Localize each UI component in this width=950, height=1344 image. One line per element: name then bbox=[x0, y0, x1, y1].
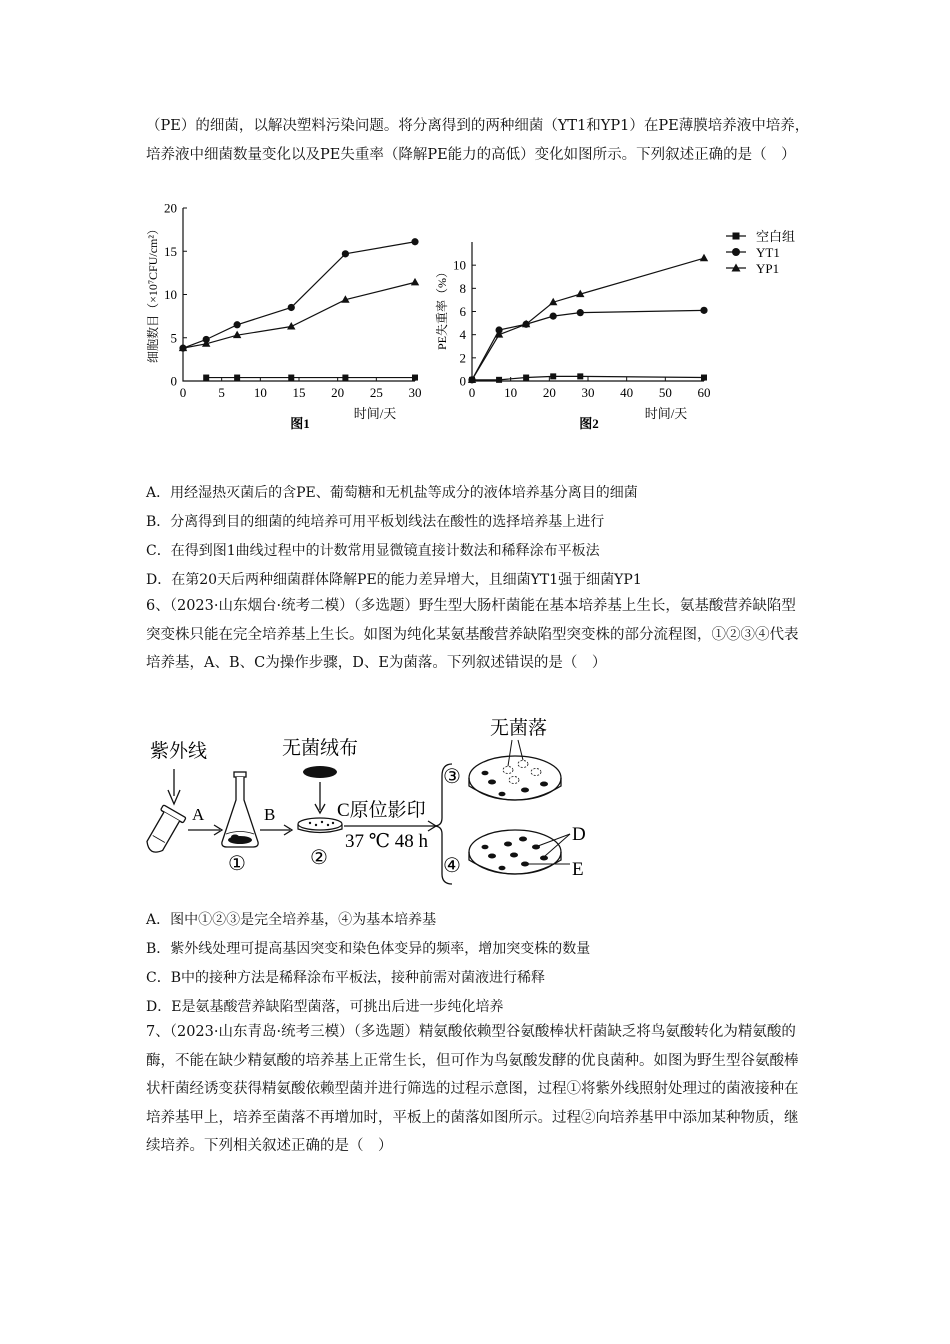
medium-2-label: ② bbox=[310, 847, 328, 869]
figure-1-series-triangle-line bbox=[183, 282, 415, 348]
legend-item-blank bbox=[726, 229, 795, 244]
q6-option-c: C．B中的接种方法是稀释涂布平板法，接种前需对菌液进行稀释 bbox=[146, 970, 545, 986]
figure-2-x-tick-label: 0 bbox=[468, 385, 476, 400]
replica-plating-diagram bbox=[140, 712, 610, 892]
figure-2-series-triangle-line bbox=[472, 258, 704, 380]
figure-1-y-tick-label: 20 bbox=[164, 200, 177, 216]
figure-2-series-circle-line bbox=[472, 310, 704, 380]
figure-2-point-square bbox=[496, 377, 502, 383]
figure-2-y-tick-label: 2 bbox=[459, 350, 466, 366]
q6-option-d: D．E是氨基酸营养缺陷型菌落，可挑出后进一步纯化培养 bbox=[146, 999, 504, 1015]
figure-1-xlabel: 时间/天 bbox=[353, 406, 397, 421]
question-5-intro: （PE）的细菌，以解决塑料污染问题。将分离得到的两种细菌（YT1和YP1）在PE薄膜培养液中培养，培养液中细菌数量变化以及PE失重率（降解PE能力的高低）变化如图所示。下列叙述正确的是（ ） bbox=[146, 118, 810, 163]
figure-2-point-square bbox=[523, 375, 529, 381]
figure-1-point-square bbox=[203, 375, 209, 381]
figure-2-point-circle bbox=[577, 309, 584, 316]
arrow-b bbox=[260, 825, 292, 835]
velvet-label: 无菌绒布 bbox=[282, 738, 359, 759]
figure-2-ylabel: PE失重率（%） bbox=[435, 265, 449, 351]
figure-2-x-tick-label: 20 bbox=[542, 385, 556, 400]
figure-1-point-circle bbox=[411, 238, 418, 245]
figure-1-x-tick-label: 25 bbox=[369, 385, 383, 400]
arrow-a bbox=[188, 825, 222, 835]
figure-1-point-circle bbox=[342, 250, 349, 257]
legend-label-blank: 空白组 bbox=[756, 229, 796, 244]
legend-label-yp1: YP1 bbox=[756, 261, 780, 276]
colony-d-label: D bbox=[572, 824, 586, 845]
step-a-label: A bbox=[192, 805, 205, 824]
figure-2-point-triangle bbox=[700, 254, 708, 262]
legend-item-yp1 bbox=[726, 261, 779, 276]
figure-2-chart bbox=[432, 196, 824, 446]
medium-4-label: ④ bbox=[443, 855, 461, 877]
medium-1-label: ① bbox=[228, 853, 246, 875]
velvet-icon bbox=[303, 766, 337, 778]
colony-e-label: E bbox=[572, 859, 584, 880]
figure-1-point-triangle bbox=[411, 278, 419, 286]
figure-2-y-tick-label: 6 bbox=[459, 304, 466, 319]
figure-1-x-tick-label: 10 bbox=[253, 385, 267, 400]
figure-1-point-triangle bbox=[287, 322, 295, 330]
question-6-stem: 6、（2023·山东烟台·统考二模）（多选题）野生型大肠杆菌能在基本培养基上生长，氨基酸营养缺陷型突变株只能在完全培养基上生长。如图为纯化某氨基酸营养缺陷型突变株的部分流程图，①②③④代表培养基，A、B、C为操作步骤，D、E为菌落。下列叙述错误的是（ ） bbox=[146, 598, 799, 671]
figure-2-legend bbox=[726, 229, 795, 276]
figure-1-caption: 图1 bbox=[290, 416, 310, 431]
figure-1-point-square bbox=[288, 375, 294, 381]
figure-2-y-tick-label: 10 bbox=[453, 257, 466, 273]
figure-2-xlabel: 时间/天 bbox=[644, 406, 688, 421]
figure-2-point-circle bbox=[550, 313, 557, 320]
step-b-label: B bbox=[264, 805, 276, 824]
figure-1-x-tick-label: 0 bbox=[179, 385, 187, 400]
figure-1-y-tick-label: 5 bbox=[170, 330, 177, 346]
medium-3-label: ③ bbox=[443, 766, 461, 788]
figure-2-x-tick-label: 10 bbox=[504, 385, 518, 400]
figure-1-chart bbox=[140, 196, 440, 446]
figure-2-x-tick-label: 40 bbox=[620, 385, 634, 400]
question-7-stem: 7、（2023·山东青岛·统考三模）（多选题）精氨酸依赖型谷氨酸棒状杆菌缺乏将鸟氨酸转化为精氨酸的酶，不能在缺少精氨酸的培养基上正常生长，但可作为鸟氨酸发酵的优良菌种。如图为野生型谷氨酸棒状杆菌经诱变获得精氨酸依赖型菌并进行筛选的过程示意图，过程①将紫外线照射处理过的菌液接种在培养基甲上，培养至菌落不再增加时，平板上的菌落如图所示。过程②向培养基甲中添加某种物质，继续培养。下列相关叙述正确的是（ ） bbox=[146, 1024, 799, 1154]
figure-2-caption: 图2 bbox=[579, 416, 599, 431]
figure-1-series-circle-line bbox=[183, 242, 415, 348]
figure-1-point-square bbox=[234, 375, 240, 381]
figure-1-x-tick-label: 20 bbox=[331, 385, 345, 400]
arrow-c bbox=[344, 821, 436, 831]
condition-label: 37 ℃ 48 h bbox=[345, 831, 429, 852]
figure-1-y-tick-label: 10 bbox=[164, 287, 177, 302]
q5-option-a: A．用经湿热灭菌后的含PE、葡萄糖和无机盐等成分的液体培养基分离目的细菌 bbox=[146, 485, 638, 501]
velvet-arrow bbox=[315, 782, 325, 813]
legend-item-yt1 bbox=[726, 245, 780, 260]
uv-arrow bbox=[168, 769, 180, 804]
figure-1-y-tick-label: 0 bbox=[170, 373, 177, 389]
figure-1-point-circle bbox=[234, 321, 241, 328]
legend-label-yt1: YT1 bbox=[756, 245, 780, 260]
figure-1-x-tick-label: 30 bbox=[408, 385, 422, 400]
q6-option-a: A．图中①②③是完全培养基，④为基本培养基 bbox=[146, 912, 437, 928]
plate-3-icon bbox=[469, 756, 561, 800]
plate-2-icon bbox=[298, 818, 342, 833]
figure-2-x-tick-label: 50 bbox=[658, 385, 672, 400]
figure-1-axes bbox=[183, 208, 415, 381]
q5-option-b: B．分离得到目的细菌的纯培养可用平板划线法在酸性的选择培养基上进行 bbox=[146, 514, 605, 530]
q5-option-c: C．在得到图1曲线过程中的计数常用显微镜直接计数法和稀释涂布平板法 bbox=[146, 543, 600, 559]
figure-1-point-square bbox=[342, 375, 348, 381]
figure-1-ylabel: 细胞数目（×10⁷CFU/cm²） bbox=[146, 223, 160, 363]
figure-1-point-square bbox=[412, 375, 418, 381]
figure-2-point-square bbox=[550, 373, 556, 379]
figure-1-x-tick-label: 15 bbox=[292, 385, 306, 400]
figure-1-y-tick-label: 15 bbox=[164, 243, 177, 259]
plate-4-icon bbox=[469, 830, 561, 874]
figure-2-point-square bbox=[701, 375, 707, 381]
flask-icon bbox=[222, 772, 258, 847]
figure-2-point-circle bbox=[700, 307, 707, 314]
figure-2-x-tick-label: 30 bbox=[581, 385, 595, 400]
figure-2-point-square bbox=[577, 373, 583, 379]
figure-2-y-tick-label: 8 bbox=[459, 280, 466, 296]
q6-option-b: B．紫外线处理可提高基因突变和染色体变异的频率，增加突变株的数量 bbox=[146, 941, 591, 957]
q5-option-d: D．在第20天后两种细菌群体降解PE的能力差异增大，且细菌YT1强于细菌YP1 bbox=[146, 572, 642, 588]
no-colony-label: 无菌落 bbox=[490, 718, 548, 739]
figure-2-y-tick-label: 4 bbox=[459, 327, 466, 343]
uv-label: 紫外线 bbox=[150, 741, 208, 762]
step-c-label: C原位影印 bbox=[337, 800, 426, 821]
figure-1-point-circle bbox=[288, 304, 295, 311]
figure-2-y-tick-label: 0 bbox=[459, 373, 466, 389]
test-tube-icon bbox=[141, 805, 187, 858]
figure-1-x-tick-label: 5 bbox=[218, 385, 225, 400]
figure-2-x-tick-label: 60 bbox=[697, 385, 711, 400]
